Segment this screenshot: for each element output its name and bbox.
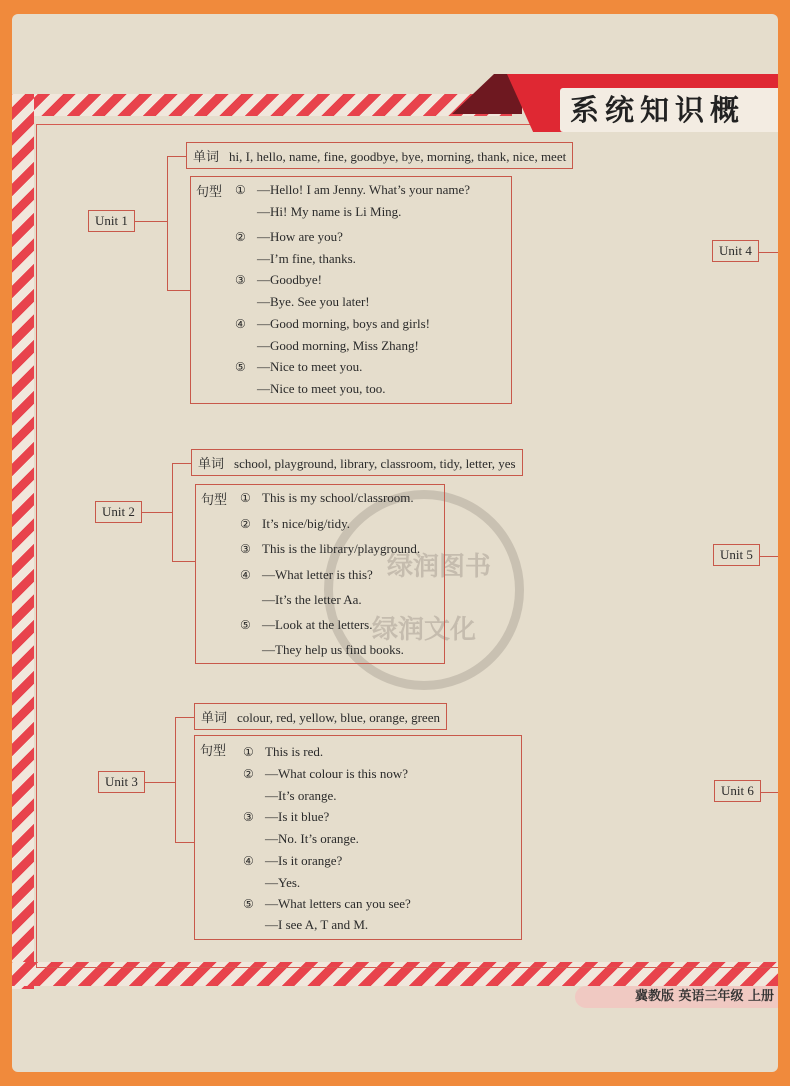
unit-1-connector-v	[167, 156, 168, 290]
unit-3-vocab-words: colour, red, yellow, blue, orange, green	[237, 710, 440, 725]
unit-3-connector-v	[175, 717, 176, 842]
unit-1-line: ② —How are you?	[235, 229, 343, 244]
unit-3-line: —I see A, T and M.	[265, 917, 369, 932]
unit-1-line: —Hi! My name is Li Ming.	[257, 204, 402, 219]
unit-5-label: Unit 5	[713, 544, 760, 566]
unit-3-connector-vocab	[175, 717, 195, 718]
unit-2-vocab-box	[191, 449, 523, 476]
unit-2-line: —They help us find books.	[262, 642, 404, 657]
unit-1-connector-h	[135, 221, 167, 222]
unit-2-connector-vocab	[172, 463, 192, 464]
watermark-line2: 绿润文化	[372, 615, 477, 645]
unit-1-sentence-label: 句型	[196, 185, 223, 200]
unit-1-vocab-box	[186, 142, 573, 169]
unit-3-line: ③ —Is it blue?	[243, 809, 330, 824]
page-title: 系统知识概	[560, 88, 778, 132]
unit-4-connector	[758, 252, 778, 253]
unit-1-line: —Bye. See you later!	[257, 294, 370, 309]
book-page	[12, 14, 778, 1072]
unit-1-connector-vocab	[167, 156, 187, 157]
top-stripe-border	[12, 94, 512, 116]
unit-3-connector-sent	[175, 842, 195, 843]
unit-2-line: —It’s the letter Aa.	[262, 592, 362, 607]
unit-3-vocab-box	[194, 703, 447, 730]
unit-5-connector	[759, 556, 778, 557]
unit-3-line: ⑤ —What letters can you see?	[243, 896, 411, 911]
unit-2-vocab-words: school, playground, library, classroom, tidy, letter, yes	[234, 456, 516, 471]
unit-6-connector	[760, 792, 778, 793]
unit-1-sentence-box	[190, 176, 512, 404]
unit-1-line: —I’m fine, thanks.	[257, 251, 356, 266]
unit-2-connector-h	[142, 512, 172, 513]
unit-1-line: —Nice to meet you, too.	[257, 381, 386, 396]
unit-2-connector-sent	[172, 561, 196, 562]
unit-4-label: Unit 4	[712, 240, 759, 262]
unit-3-line: ④ —Is it orange?	[243, 853, 343, 868]
unit-3-label: Unit 3	[98, 771, 145, 793]
unit-3-line: —No. It’s orange.	[265, 831, 359, 846]
unit-2-line: ⑤ —Look at the letters.	[240, 617, 373, 632]
unit-1-line: ① —Hello! I am Jenny. What’s your name?	[235, 182, 470, 197]
unit-2-connector-v	[172, 463, 173, 561]
unit-2-line: ③ This is the library/playground.	[240, 541, 421, 556]
left-stripe-border	[12, 94, 34, 989]
unit-3-line: —It’s orange.	[265, 788, 337, 803]
unit-2-line: ① This is my school/classroom.	[240, 490, 414, 505]
unit-2-sentence-label: 句型	[201, 493, 228, 508]
unit-1-vocab-words: hi, I, hello, name, fine, goodbye, bye, morning, thank, nice, meet	[229, 149, 567, 164]
unit-1-line: ③ —Goodbye!	[235, 272, 322, 287]
unit-3-sentence-label: 句型	[200, 744, 227, 759]
watermark-line1: 绿润图书	[387, 552, 492, 582]
unit-3-line: —Yes.	[265, 875, 301, 890]
footer-book-tag: 冀教版 英语三年级 上册	[575, 986, 778, 1008]
unit-2-label: Unit 2	[95, 501, 142, 523]
unit-2-vocab-label: 单词	[198, 457, 225, 472]
unit-1-vocab-label: 单词	[193, 150, 220, 165]
unit-6-label: Unit 6	[714, 780, 761, 802]
unit-3-vocab-label: 单词	[201, 711, 228, 726]
unit-1-label: Unit 1	[88, 210, 135, 232]
unit-3-sentence-box	[194, 735, 522, 940]
unit-3-connector-h	[145, 782, 175, 783]
unit-1-line: —Good morning, Miss Zhang!	[257, 338, 419, 353]
unit-2-line: ④ —What letter is this?	[240, 567, 373, 582]
unit-2-sentence-box	[195, 484, 445, 664]
unit-1-line: ⑤ —Nice to meet you.	[235, 359, 363, 374]
unit-3-line: ② —What colour is this now?	[243, 766, 408, 781]
unit-1-connector-sent	[167, 290, 191, 291]
unit-1-line: ④ —Good morning, boys and girls!	[235, 316, 430, 331]
unit-3-line: ① This is red.	[243, 744, 324, 759]
unit-2-line: ② It’s nice/big/tidy.	[240, 516, 350, 531]
